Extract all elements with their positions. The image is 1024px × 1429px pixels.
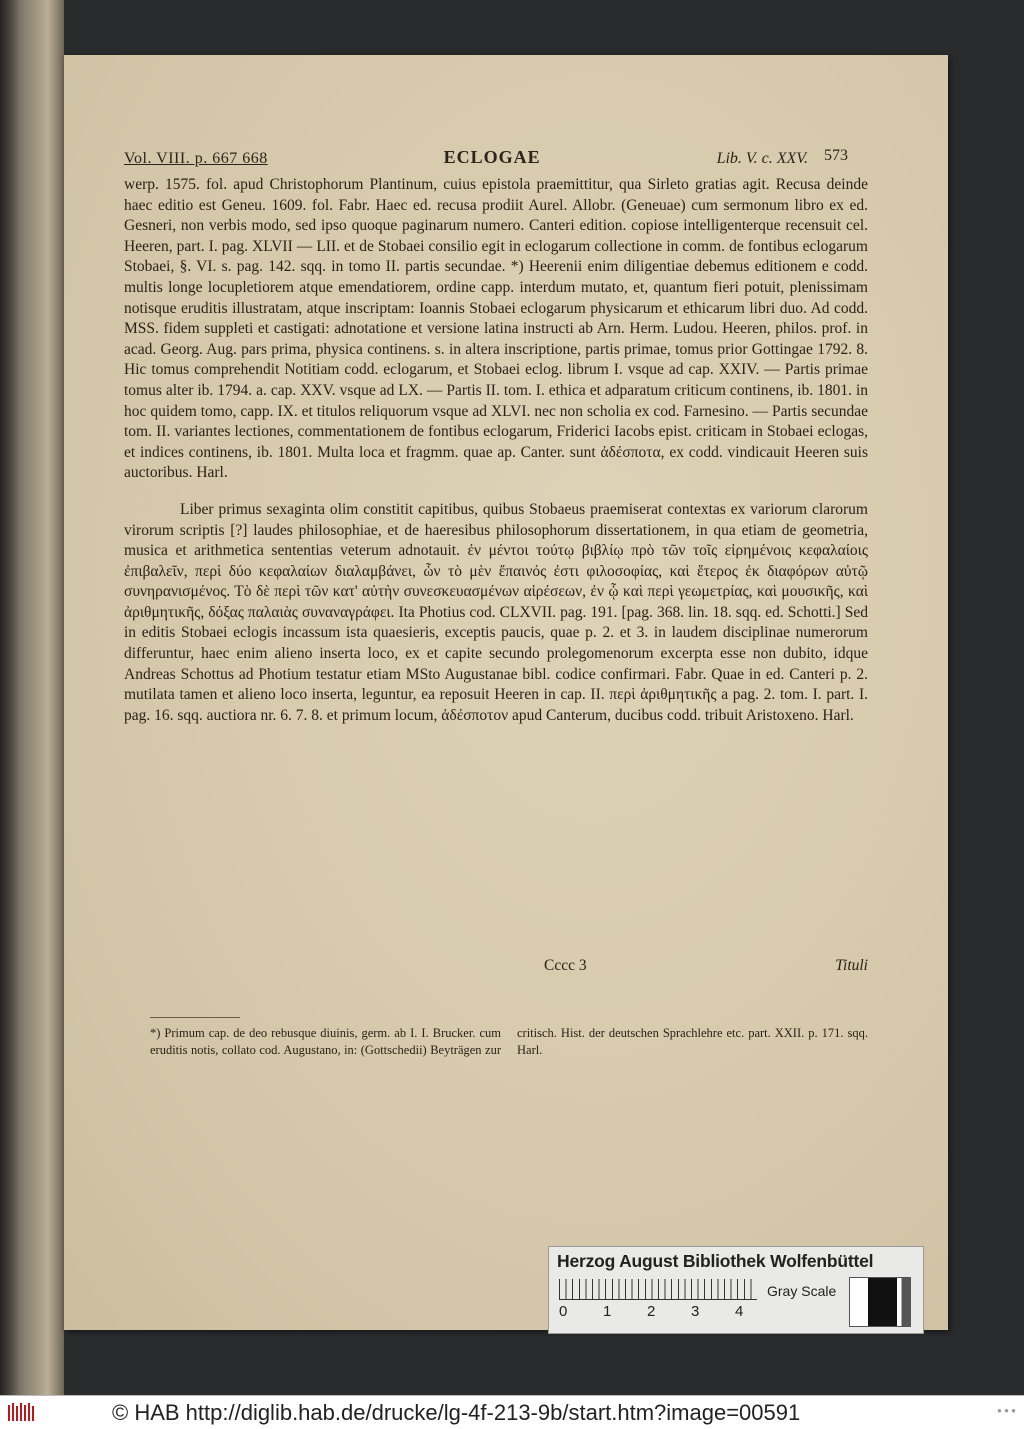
running-head-title: ECLOGAE <box>443 147 541 167</box>
book-page <box>64 55 948 1330</box>
ruler-number: 4 <box>735 1303 744 1320</box>
book-edge <box>0 0 64 1395</box>
footer-permalink[interactable]: © HAB http://diglib.hab.de/drucke/lg-4f-213-9b/start.htm?image=00591 <box>112 1400 801 1425</box>
running-head <box>124 147 848 168</box>
footnote <box>150 1025 868 1059</box>
body-text <box>124 175 868 726</box>
paragraph-1: werp. 1575. fol. apud Christophorum Plantinum, cuius epistola praemittitur, qua Sirleto gratias agit. Recusa deinde haec editio est Geneu. 1609. fol. Fabr. Haec ed. recusa prodiit Aurel. Allobr. (Geneuae) cum sermonum libro ex ed. Gesneri, non verbis modo, sed ipso quoque paginarum numero. Canteri edition. copiose intelligenterque recensuit cel. Heeren, part. I. pag. XLVII — LII. et de Stobaei consilio egit in eclogarum collectione in comm. de fontibus eclogarum Stobaei, §. VI. s. pag. 142. sqq. in tomo II. partis secundae. *) Heerenii enim diligentiae debemus editionem e codd. multis longe locupletiorem atque emendatiorem, ordine capp. interdum mutato, et, quantum fieri potuit, plenissimam notisque eruditis illustratam, atque inscriptam: Ioannis Stobaei eclogarum physicarum et ethicarum libri duo. Ad codd. MSS. fidem suppleti et castigati: adnotatione et versione latina instructi ab Arn. Herm. Ludou. Heeren, philos. prof. in acad. Georg. Aug. pars prima, physica continens. s. in altera inscriptione, partis primae, tomus prior Gottingae 1792. 8. Hic tomus comprehendit Notitiam codd. eclogarum, et Stobaei eclog. librum I. vsque ad cap. XXIV. — Partis primae tomus alter ib. 1794. a. cap. XXV. vsque ad LX. — Partis II. tom. I. ethica et adparatum criticum continens, ib. 1801. in hoc quidem tomo, capp. IX. et titulos reliquorum vsque ad XLVI. nec non scholia ex cod. Farnesino. — Partis secundae tom. II. variantes lectiones, commentationem de fontibus eclogarum, Friderici Iacobs epist. criticam in Stobaei eclogas, et indices continens, ib. 1801. Multa loca et fragmm. quae ap. Canter. sunt ἀδέσποτα, ex codd. vindicauit Heeren suis auctoribus. Harl. <box>124 176 868 482</box>
footnote-text: *) Primum cap. de deo rebusque diuinis, germ. ab I. I. Brucker. cum eruditis notis, collato cod. Augustano, in: (Gottschedii) Beyträgen zur critisch. Hist. der deutschen Sprachlehre etc. part. XXII. p. 171. sqq. Harl. <box>150 1026 868 1057</box>
footer-dots-icon: ● ● ● <box>997 1406 1016 1415</box>
color-card-title: Herzog August Bibliothek Wolfenbüttel <box>557 1251 874 1271</box>
ruler-numbers <box>559 1303 769 1323</box>
ruler-number: 2 <box>647 1303 656 1320</box>
color-card <box>548 1246 924 1334</box>
gray-scale-patch <box>849 1277 911 1327</box>
running-head-book: Lib. V. c. XXV. <box>716 150 808 167</box>
footer-bar <box>0 1395 1024 1429</box>
hab-logo-icon <box>6 1401 36 1423</box>
footnote-rule <box>150 1017 240 1018</box>
catchline <box>124 957 868 977</box>
ruler-number: 3 <box>691 1303 700 1320</box>
gray-scale-label: Gray Scale <box>767 1283 837 1299</box>
running-head-volume: Vol. VIII. p. 667 668 <box>124 150 268 167</box>
ruler-scale <box>559 1279 757 1300</box>
page-number: 573 <box>824 147 848 164</box>
ruler-number: 0 <box>559 1303 568 1320</box>
ruler-number: 1 <box>603 1303 612 1320</box>
catchword: Tituli <box>835 957 868 974</box>
paragraph-2: Liber primus sexaginta olim constitit capitibus, quibus Stobaeus praemiserat contextas ex variorum clarorum virorum scriptis [?] laudes philosophiae, et de haeresibus philosophorum dissertationem, in qua etiam de geometria, musica et arithmetica sententias veterum adnotauit. ἐν μέντοι τούτῳ βιβλίῳ πρὸ τῶν τοῖς εἰρημένοις κεφαλαίοις ἐπιβαλεῖν, περὶ δύο κεφαλαίων διαλαμβάνει, ὧν τὸ μὲν ἔπαινός ἐστι φιλοσοφίας, καὶ ἕτερος ἐκ διαφόρων αὐτῷ συνηρανισμένος. Τὸ δὲ περὶ τῶν κατ' αὐτὴν συνεσκευασμένων αἱρέσεων, ἐν ᾧ καὶ περὶ γεωμετρίας, καὶ μουσικῆς, καὶ ἀριθμητικῆς, δόξας παλαιὰς συναναγράφει. Ita Photius cod. CLXVII. pag. 191. [pag. 368. lin. 18. sqq. ed. Schotti.] Sed in editis Stobaei eclogis incassum ista quaesieris, exceptis paucis, quae p. 2. et 3. in laudem disciplinae numerorum differuntur, haec enim alieno inserta loco, ex et capite secundo prolegomenorum excerpta esse non dubito, idque Andreas Schottus ad Photium testatur etiam MSto Augustanae bibl. codice confirmari. Fabr. Quae in ed. Canteri p. 2. mutilata tamen et alieno loco inserta, leguntur, ea reposuit Heeren in cap. II. περὶ ἀριθμητικῆς a pag. 2. tom. I. part. I. pag. 16. sqq. auctiora nr. 6. 7. 8. et primum locum, ἀδέσποτον apud Canterum, ducibus codd. tribuit Aristoxeno. Harl. <box>124 500 868 724</box>
signature-mark: Cccc 3 <box>544 957 587 974</box>
